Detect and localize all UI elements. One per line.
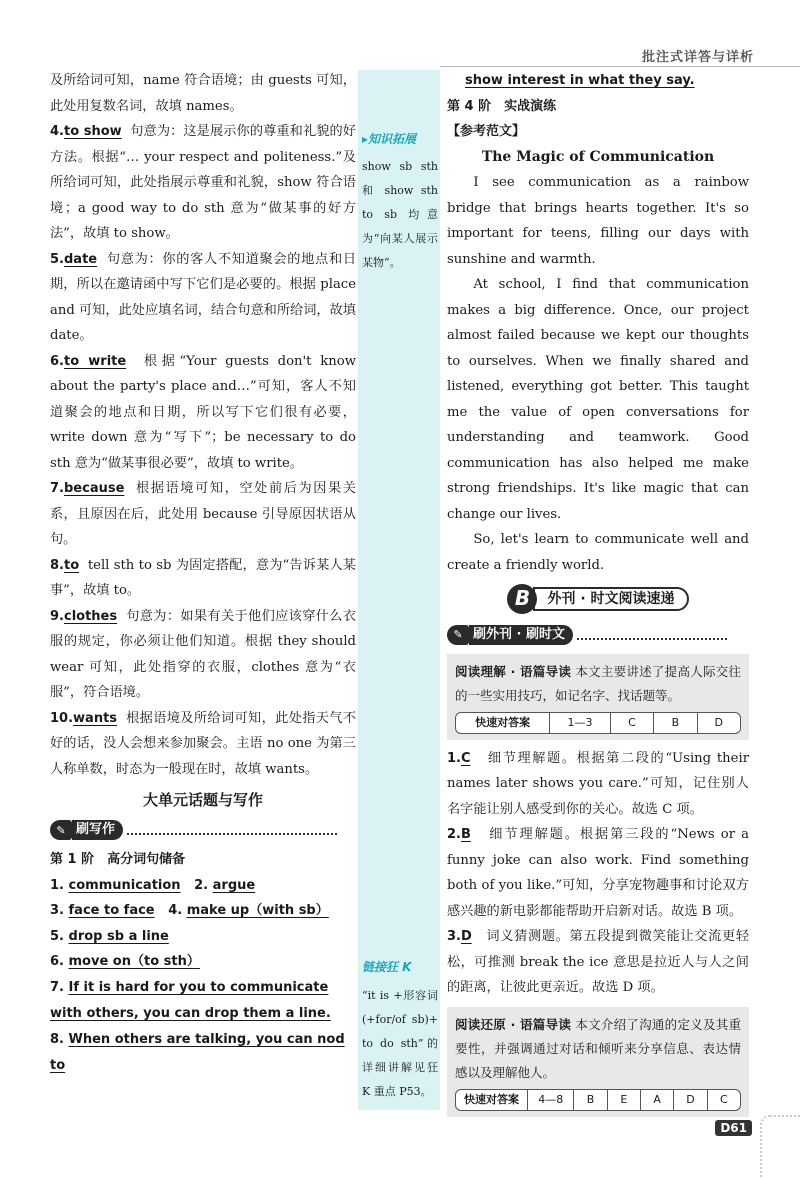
item-explanation: 句意为：这是展示你的尊重和礼貌的好方法。根据“… your respect and politeness.”及所给词可知，此处指展示尊重和礼貌，show 符合语境；a good way to do sth 意为“做某事的好方法”，故填 to show。 <box>50 124 356 241</box>
intro-paragraph: 及所给词可知，name 符合语境；由 guests 可知，此处用复数名词，故填 names。 <box>50 73 356 114</box>
item-number: 7. <box>50 979 64 995</box>
item-number: 5. <box>50 928 64 944</box>
page-number: D61 <box>715 1120 752 1136</box>
essay-paragraph: At school, I find that communication makes a big difference. Once, our project almost failed because we kept our thoughts to ourselves. When we finally shared and listened, everything got better. This taught me the value of open conversations for understanding and teamwork. Good communication has also helped me make strong friendships. It's like magic that can change our lives. <box>447 277 749 522</box>
answer-key-cell: B <box>653 713 696 733</box>
vocab-row <box>50 898 356 924</box>
pill-label: 刷写作 <box>72 820 123 840</box>
dotted-rule <box>127 825 337 835</box>
answer-key-cell: 快速对答案 <box>464 1092 520 1106</box>
item-answer: clothes <box>63 608 118 624</box>
link-note: “it is +形容词(+for/of sb)+ to do sth”的详细讲解见狂 K 重点 P53。 <box>362 989 438 1098</box>
answer-key-cell: 快速对答案 <box>475 715 531 729</box>
sentence-row <box>50 975 356 1027</box>
section-title: 大单元话题与写作 <box>142 791 263 809</box>
answer-item <box>50 553 356 604</box>
answer-item <box>50 706 356 783</box>
answer-item <box>50 119 356 247</box>
vocab-answer: drop sb a line <box>68 928 169 944</box>
section-b-letter: B <box>507 584 537 614</box>
box-text: 本文主要讲述了提高人际交往的一些实用技巧，如记名字、找话题等。 <box>455 663 741 703</box>
item-answer: D <box>460 929 472 944</box>
item-explanation: tell sth to sb 为固定搭配，意为“告诉某人某事”，故填 to。 <box>50 557 356 598</box>
item-explanation: 根据“Your guests don't know about the party's place and…”可知，客人不知道聚会的地点和日期，所以写下它们很有必要，write down 意为“写下”；be necessary to do sth 意为“做某事很必要”，故填 to write。 <box>50 353 356 471</box>
item-answer: B <box>460 827 471 842</box>
sentence-answer: If it is hard for you to communicate with others, you can drop them a line. <box>50 979 331 1021</box>
reading-guide-box-1 <box>447 654 749 740</box>
item-number: 6. <box>50 353 64 369</box>
answer-key-cell: E <box>607 1090 640 1110</box>
reading-answer-item <box>447 746 749 823</box>
answer-key-cell: A <box>640 1090 673 1110</box>
dotted-rule <box>577 630 727 640</box>
answer-item <box>50 349 356 477</box>
vocab-answer: argue <box>212 877 256 893</box>
item-number: 6. <box>50 954 64 969</box>
sentence-answer: When others are talking, you can nod to <box>50 1031 345 1073</box>
item-number: 2. <box>194 877 209 893</box>
knowledge-expansion-heading: ▸知识拓展 <box>362 132 417 146</box>
answer-key-cell: C <box>610 713 653 733</box>
answer-key-cell: D <box>673 1090 706 1110</box>
item-answer: to write <box>63 353 127 369</box>
reading-answer-item <box>447 924 749 1001</box>
item-explanation: 细节理解题。根据第二段的“Using their names later shows you care.”可知，记住别人名字能让别人感受到你的关心。故选 C 项。 <box>447 750 749 817</box>
item-answer: C <box>460 750 471 766</box>
model-essay-label: 【参考范文】 <box>447 124 526 139</box>
item-answer: to show <box>63 124 122 139</box>
vocab-answer: make up（with sb） <box>186 903 329 918</box>
answer-key-cell: D <box>697 713 740 733</box>
section-b-banner <box>447 584 749 614</box>
item-explanation: 细节理解题。根据第三段的“News or a funny joke can also work. Find something both of you like.”可知，分享宠物趣事和讨论双方感兴趣的新电影都能帮助开启新对话。故选 B 项。 <box>447 827 749 919</box>
answer-key-cell: 4—8 <box>527 1090 573 1110</box>
essay-paragraph: So, let's learn to communicate well and create a friendly world. <box>447 532 749 573</box>
vocab-answer: face to face <box>68 903 155 918</box>
item-explanation: 根据语境可知，空处前后为因果关系，且原因在后，此处用 because 引导原因状语从句。 <box>50 481 356 547</box>
corner-decoration <box>760 1115 800 1178</box>
essay-title: The Magic of Communication <box>481 148 715 165</box>
answer-item <box>50 476 356 553</box>
item-number: 3. <box>447 929 461 944</box>
item-number: 4. <box>168 903 183 918</box>
item-answer: wants <box>73 710 118 726</box>
knowledge-expansion-note: show sb sth 和 show sth to sb 均意为“向某人展示某物”。 <box>362 160 438 269</box>
item-number: 10. <box>50 710 74 726</box>
item-number: 1. <box>447 750 461 766</box>
item-number: 2. <box>447 827 461 842</box>
vocab-row <box>50 949 356 975</box>
item-explanation: 根据语境及所给词可知，此处指天气不好的话，没人会想来参加聚会。主语 no one 为第三人称单数，时态为一般现在时，故填 wants。 <box>50 710 357 777</box>
box-label: 阅读理解 · 语篇导读 <box>455 663 572 679</box>
header-rule <box>440 66 800 67</box>
item-number: 5. <box>50 251 64 267</box>
answer-item <box>50 247 356 349</box>
item-answer: date <box>63 251 98 267</box>
item-answer: because <box>63 481 125 496</box>
vocab-answer: communication <box>68 877 181 893</box>
answer-item <box>50 604 356 706</box>
item-explanation: 句意为：如果有关于他们应该穿什么衣服的规定，你必须让他们知道。根据 they should wear 可知，此处指穿的衣服，clothes 意为“衣服”，符合语境。 <box>50 608 357 700</box>
box-label: 阅读还原 · 语篇导读 <box>455 1016 572 1032</box>
link-heading: 链接狂 K <box>362 960 412 974</box>
item-number: 4. <box>50 124 64 139</box>
stage-4-heading: 第 4 阶 实战演练 <box>447 98 557 114</box>
vocab-answer: move on（to sth） <box>68 954 200 969</box>
reading-guide-box-2 <box>447 1007 749 1117</box>
answer-key-table <box>455 1089 741 1111</box>
item-number: 8. <box>50 557 64 573</box>
item-number: 1. <box>50 877 64 893</box>
writing-pill <box>50 820 337 840</box>
item-number: 3. <box>50 903 64 918</box>
item-number: 8. <box>50 1031 64 1047</box>
header-title: 批注式详答与详析 <box>641 50 754 65</box>
answer-key-cell: 1—3 <box>549 713 609 733</box>
sentence-row <box>50 1027 356 1079</box>
stage-1-heading: 第 1 阶 高分词句储备 <box>50 852 186 867</box>
vocab-row <box>50 873 356 899</box>
item-answer: to <box>63 557 80 573</box>
item-explanation: 句意为：你的客人不知道聚会的地点和日期，所以在邀请函中写下它们是必要的。根据 place and 可知，此处应填名词，结合句意和所给词，故填 date。 <box>50 251 357 343</box>
section-b-label: 外刊 · 时文阅读速递 <box>533 587 688 611</box>
left-column <box>50 68 356 1079</box>
vocab-row <box>50 924 356 950</box>
essay-paragraph: I see communication as a rainbow bridge that brings hearts together. It's so important for teens, filling our days with sunshine and warmth. <box>447 175 749 267</box>
item-number: 9. <box>50 608 64 624</box>
right-column <box>447 68 749 1123</box>
pill-label: 刷外刊 · 刷时文 <box>469 625 573 645</box>
pen-icon: ✎ <box>447 625 469 645</box>
answer-key-table <box>455 712 741 734</box>
reading-answer-item <box>447 822 749 924</box>
box-text: 本文介绍了沟通的定义及其重要性，并强调通过对话和倾听来分享信息、表达情感以及理解他人。 <box>455 1016 741 1080</box>
continued-sentence: show interest in what they say. <box>465 73 695 88</box>
answer-key-cell: C <box>707 1090 740 1110</box>
answer-key-cell: B <box>573 1090 606 1110</box>
item-number: 7. <box>50 481 64 496</box>
reading-pill <box>447 625 727 645</box>
item-explanation: 词义猜测题。第五段提到微笑能让交流更轻松，可推测 break the ice 意思是拉近人与人之间的距离，让彼此更亲近。故选 D 项。 <box>447 929 750 995</box>
pen-icon: ✎ <box>50 820 72 840</box>
